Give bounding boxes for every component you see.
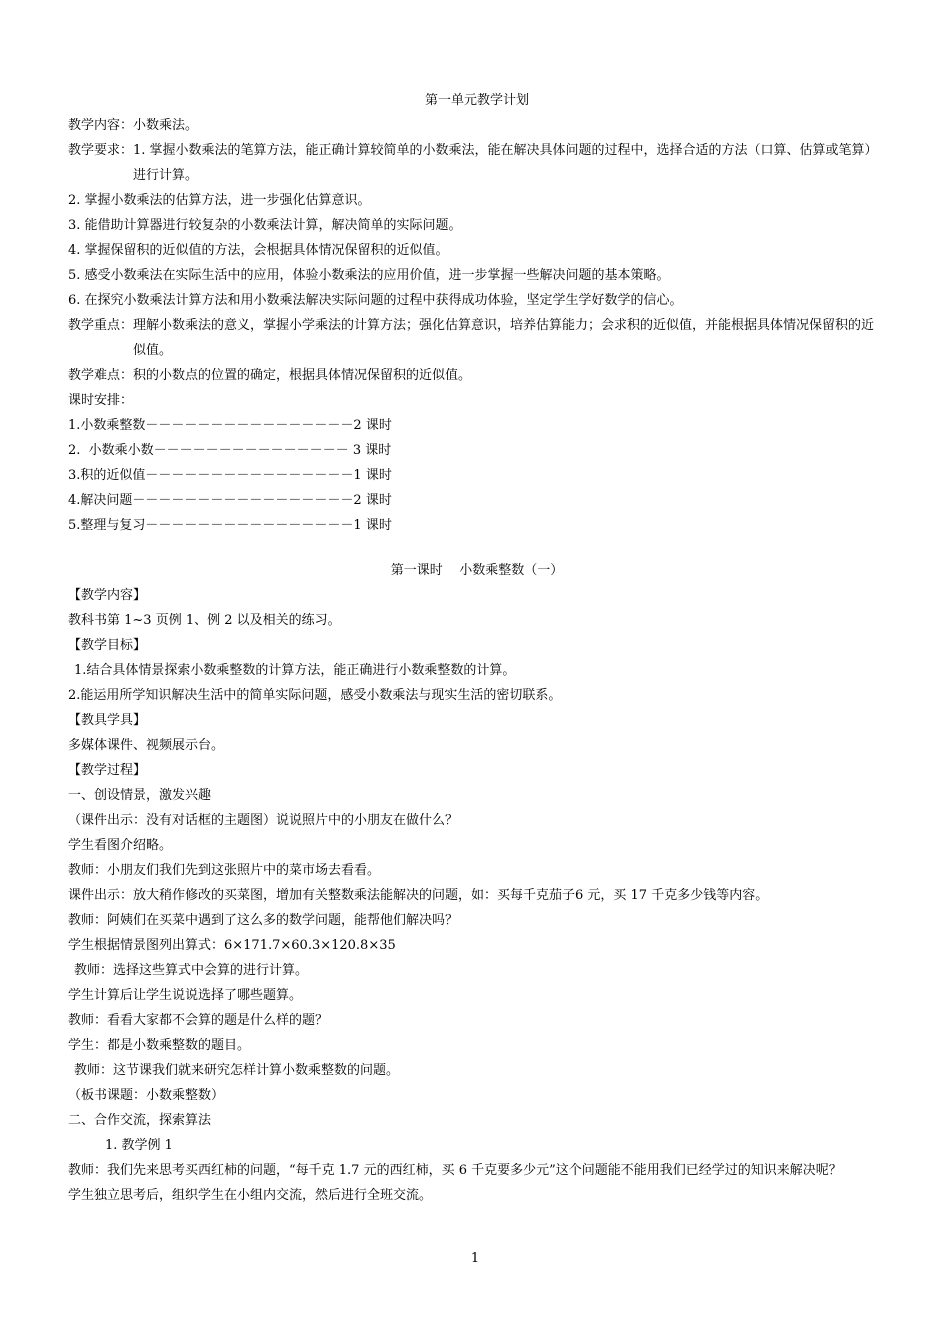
process-heading: 【教学过程】 <box>68 763 147 778</box>
requirement-4: 4. 掌握保留积的近似值的方法，会根据具体情况保留积的近似值。 <box>68 243 449 258</box>
unit-plan-title: 第一单元教学计划 <box>424 93 529 108</box>
example-1-title: 1. 教学例 1 <box>105 1138 173 1153</box>
schedule-dashes: －－－－－－－－－－－－－－－－ <box>145 418 354 433</box>
teaching-key-points <box>68 313 886 363</box>
schedule-hours: 2 课时 <box>353 418 392 433</box>
teaching-content: 教学内容：小数乘法。 <box>68 118 199 133</box>
teaching-requirements <box>68 138 886 188</box>
requirement-1: 1. 掌握小数乘法的笔算方法，能正确计算较简单的小数乘法，能在解决具体问题的过程中，选择合适的方法（口算、估算或笔算）进行计算。 <box>133 143 878 183</box>
schedule-hours: 2 课时 <box>353 493 392 508</box>
paragraph: 学生根据情景图列出算式：6×171.7×60.3×120.8×35 <box>68 938 396 953</box>
schedule-item: 1.小数乘整数 <box>68 418 146 433</box>
section-1-title: 一、创设情景，激发兴趣 <box>68 788 212 803</box>
content-heading: 【教学内容】 <box>68 588 147 603</box>
paragraph: 教师：小朋友们我们先到这张照片中的菜市场去看看。 <box>68 863 381 878</box>
paragraph: 教师：看看大家都不会算的题是什么样的题？ <box>68 1013 329 1028</box>
tools-heading: 【教具学具】 <box>68 713 147 728</box>
schedule-item: 4.解决问题 <box>68 493 133 508</box>
section-gap <box>68 538 886 558</box>
paragraph: （课件出示：没有对话框的主题图）说说照片中的小朋友在做什么？ <box>68 813 459 828</box>
requirement-3: 3. 能借助计算器进行较复杂的小数乘法计算，解决简单的实际问题。 <box>68 218 462 233</box>
paragraph: 学生计算后让学生说说选择了哪些题算。 <box>68 988 303 1003</box>
schedule-dashes: －－－－－－－－－－－－－－－ <box>153 443 353 458</box>
paragraph: （板书课题：小数乘整数） <box>68 1088 225 1103</box>
paragraph: 教师：这节课我们就来研究怎样计算小数乘整数的问题。 <box>74 1063 400 1078</box>
paragraph: 教师：我们先来思考买西红柿的问题，“每千克 1.7 元的西红柿，买 6 千克要多少元”这个问题能不能用我们已经学过的知识来解决呢？ <box>68 1163 842 1178</box>
paragraph: 课件出示：放大稍作修改的买菜图，增加有关整数乘法能解决的问题，如：买每千克茄子6 元，买 17 千克多少钱等内容。 <box>68 888 769 903</box>
document-page <box>68 88 886 1208</box>
requirement-5: 5. 感受小数乘法在实际生活中的应用，体验小数乘法的应用价值，进一步掌握一些解决问题的基本策略。 <box>68 268 670 283</box>
key-points-text: 理解小数乘法的意义，掌握小学乘法的计算方法；强化估算意识，培养估算能力；会求积的近似值，并能根据具体情况保留积的近似值。 <box>133 318 875 358</box>
lesson-title: 第一课时 小数乘整数（一） <box>390 563 564 578</box>
schedule-row <box>68 413 886 438</box>
schedule-item: 5.整理与复习 <box>68 518 146 533</box>
paragraph: 学生看图介绍略。 <box>68 838 173 853</box>
schedule-dashes: －－－－－－－－－－－－－－－－ <box>145 468 354 483</box>
schedule-hours: 1 课时 <box>353 468 392 483</box>
schedule-row <box>68 438 886 463</box>
goal-2: 2.能运用所学知识解决生活中的简单实际问题，感受小数乘法与现实生活的密切联系。 <box>68 688 562 703</box>
schedule-dashes: －－－－－－－－－－－－－－－－ <box>145 518 354 533</box>
schedule-hours: 3 课时 <box>352 443 392 458</box>
schedule-dashes: －－－－－－－－－－－－－－－－－ <box>132 493 354 508</box>
goals-heading: 【教学目标】 <box>68 638 147 653</box>
requirement-2: 2. 掌握小数乘法的估算方法，进一步强化估算意识。 <box>68 193 371 208</box>
schedule-item: 2. 小数乘小数 <box>68 443 154 458</box>
page-number: 1 <box>470 1251 480 1266</box>
goal-1: 1.结合具体情景探索小数乘整数的计算方法，能正确进行小数乘整数的计算。 <box>74 663 516 678</box>
teaching-difficulties: 教学难点：积的小数点的位置的确定，根据具体情况保留积的近似值。 <box>68 368 472 383</box>
paragraph: 学生独立思考后，组织学生在小组内交流，然后进行全班交流。 <box>68 1188 433 1203</box>
schedule-row <box>68 513 886 538</box>
requirement-6: 6. 在探究小数乘法计算方法和用小数乘法解决实际问题的过程中获得成功体验，坚定学生学好数学的信心。 <box>68 293 683 308</box>
schedule-row <box>68 488 886 513</box>
key-points-label: 教学重点： <box>68 318 134 333</box>
paragraph: 教师：选择这些算式中会算的进行计算。 <box>74 963 309 978</box>
content-text: 教科书第 1~3 页例 1、例 2 以及相关的练习。 <box>68 613 341 628</box>
tools-text: 多媒体课件、视频展示台。 <box>68 738 225 753</box>
schedule-hours: 1 课时 <box>353 518 392 533</box>
schedule-item: 3.积的近似值 <box>68 468 146 483</box>
schedule-row <box>68 463 886 488</box>
paragraph: 教师：阿姨们在买菜中遇到了这么多的数学问题，能帮他们解决吗？ <box>68 913 459 928</box>
requirements-label: 教学要求： <box>68 143 134 158</box>
section-2-title: 二、合作交流，探索算法 <box>68 1113 212 1128</box>
paragraph: 学生：都是小数乘整数的题目。 <box>68 1038 251 1053</box>
schedule-title: 课时安排： <box>68 393 134 408</box>
